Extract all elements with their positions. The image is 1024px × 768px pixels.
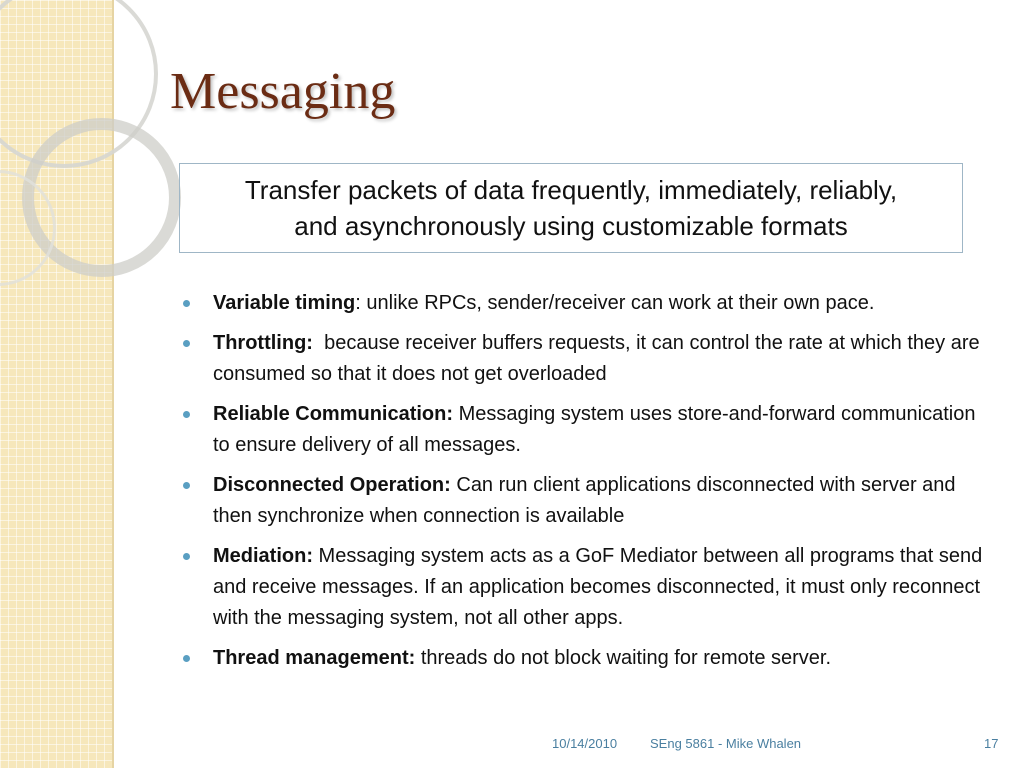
bullet-text: because receiver buffers requests, it can control the rate at which they are consumed so that it does not get overloaded — [213, 332, 986, 385]
bullet-item — [183, 288, 991, 319]
bullet-text: Messaging system acts as a GoF Mediator between all programs that send and receive messages. If an application becomes disconnected, it must only reconnect with the messaging system, not all other apps. — [213, 545, 983, 629]
bullet-item — [183, 470, 991, 532]
callout-line: Transfer packets of data frequently, immediately, reliably, — [244, 175, 898, 205]
bullet-icon — [183, 411, 190, 418]
bullet-icon — [183, 655, 190, 662]
bullet-text: threads do not block waiting for remote server. — [415, 647, 832, 669]
bullet-item — [183, 328, 991, 390]
bullet-text: Messaging system uses store-and-forward communication to ensure delivery of all messages. — [213, 403, 976, 456]
bullet-item — [183, 643, 991, 674]
bullet-term: Thread management: — [213, 647, 416, 669]
bullet-term: Mediation: — [213, 545, 313, 567]
bullet-item — [183, 541, 991, 634]
bullet-icon — [183, 482, 190, 489]
bullet-term: Throttling: — [213, 332, 313, 354]
bullet-icon — [183, 340, 190, 347]
callout-line: and asynchronously using customizable formats — [294, 211, 848, 241]
footer-date: 10/14/2010 — [552, 736, 618, 751]
decorative-sidebar — [0, 0, 114, 768]
definition-callout — [179, 163, 963, 253]
bullet-text: Can run client applications disconnected with server and then synchronize when connection is available — [213, 474, 956, 527]
bullet-term: Disconnected Operation: — [213, 474, 451, 496]
footer-author: SEng 5861 - Mike Whalen — [650, 736, 802, 751]
bullet-term: Reliable Communication: — [213, 403, 454, 425]
bullet-item — [183, 399, 991, 461]
page-number: 17 — [984, 736, 999, 751]
slide-title: Messaging — [170, 63, 396, 120]
bullet-icon — [183, 553, 190, 560]
bullet-term: Variable timing — [213, 292, 356, 314]
bullet-list — [183, 288, 991, 683]
bullet-icon — [183, 300, 190, 307]
bullet-text: : unlike RPCs, sender/receiver can work at their own pace. — [355, 292, 875, 314]
